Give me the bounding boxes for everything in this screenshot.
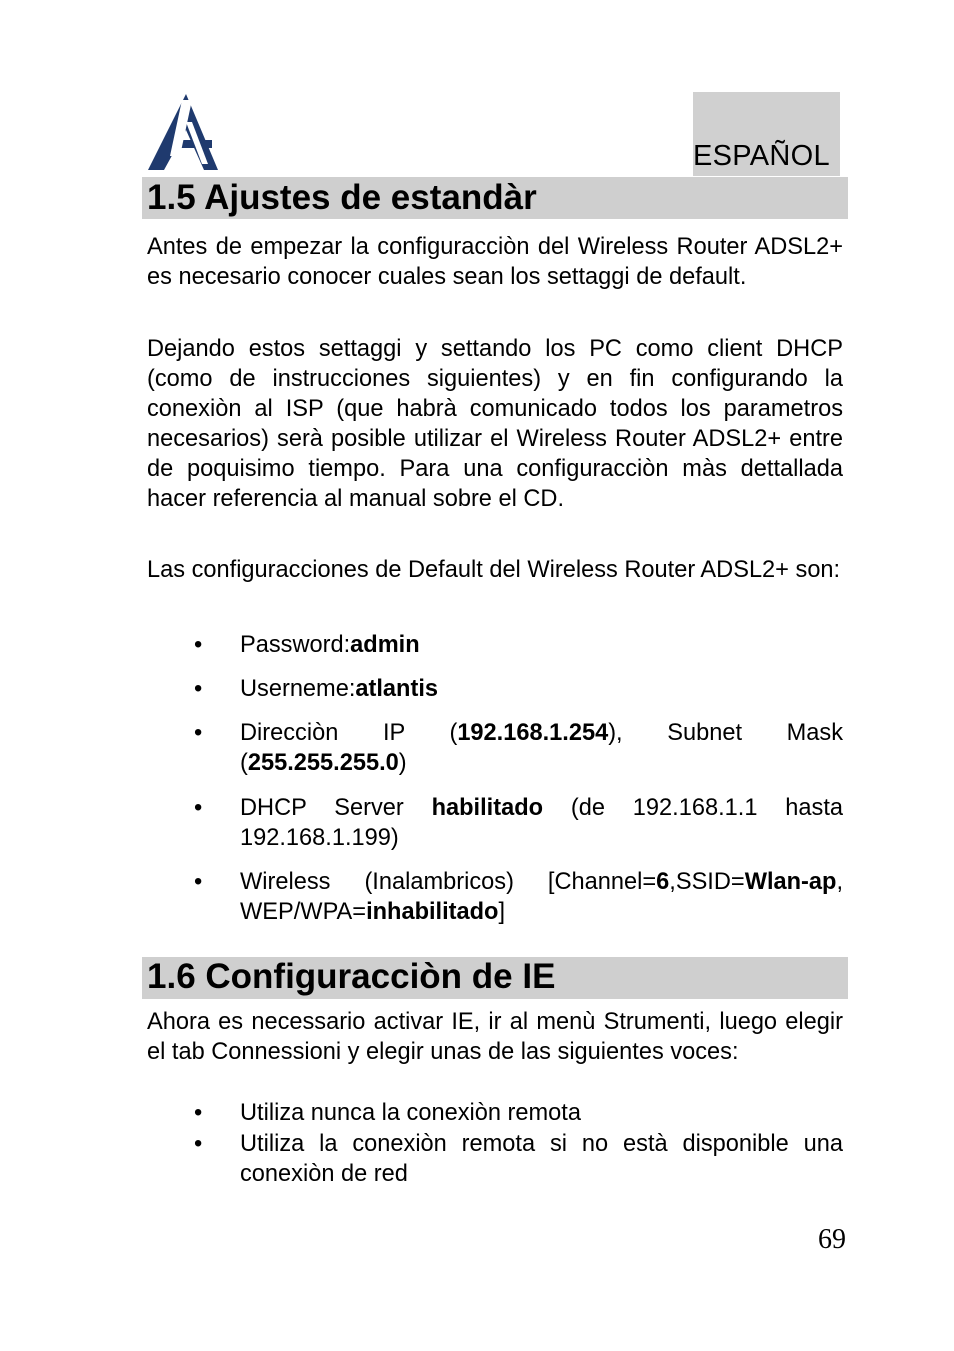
language-label: ESPAÑOL bbox=[693, 140, 830, 172]
paragraph: Las configuracciones de Default del Wireless Router ADSL2+ son: bbox=[147, 557, 841, 583]
bullet: • bbox=[194, 632, 203, 658]
list-item: DHCP Server habilitado (de 192.168.1.1 hasta 192.168.1.199) bbox=[240, 795, 844, 851]
bullet: • bbox=[194, 869, 203, 895]
section-title: 1.6 Configuracciòn de IE bbox=[147, 957, 556, 996]
section-title: 1.5 Ajustes de estandàr bbox=[147, 178, 537, 217]
list-item: Utiliza nunca la conexiòn remota bbox=[240, 1100, 581, 1126]
bullet: • bbox=[194, 1100, 203, 1126]
bullet: • bbox=[194, 720, 203, 746]
bullet: • bbox=[194, 1131, 203, 1157]
bullet: • bbox=[194, 795, 203, 821]
paragraph: Dejando estos settaggi y settando los PC como client DHCP (como de instrucciones siguientes) y en fin configurando la conexiòn al ISP (que habrà comunicado todos los parametros necesarios) serà posible utilizar el Wireless Router ADSL2+ entre de poquisimo tiempo. Para una configuracciòn màs dettallada hacer referencia al manual sobre el CD. bbox=[147, 336, 843, 512]
atlantis-logo bbox=[146, 92, 220, 172]
list-item: Password:admin bbox=[240, 632, 420, 658]
paragraph: Antes de empezar la configuracciòn del Wireless Router ADSL2+ es necesario conocer cuales sean los settaggi de default. bbox=[147, 234, 843, 290]
list-item: Wireless (Inalambricos) [Channel=6,SSID=Wlan-ap, WEP/WPA=inhabilitado] bbox=[240, 869, 843, 925]
list-item: Direcciòn IP (192.168.1.254), Subnet Mask (255.255.255.0) bbox=[240, 720, 844, 776]
paragraph: Ahora es necessario activar IE, ir al menù Strumenti, luego elegir el tab Connessioni y elegir unas de las siguientes voces: bbox=[147, 1009, 843, 1065]
page-number: 69 bbox=[818, 1224, 846, 1255]
list-item: Utiliza la conexiòn remota si no està disponible una conexiòn de red bbox=[240, 1131, 843, 1187]
bullet: • bbox=[194, 676, 203, 702]
list-item: Userneme:atlantis bbox=[240, 676, 438, 702]
